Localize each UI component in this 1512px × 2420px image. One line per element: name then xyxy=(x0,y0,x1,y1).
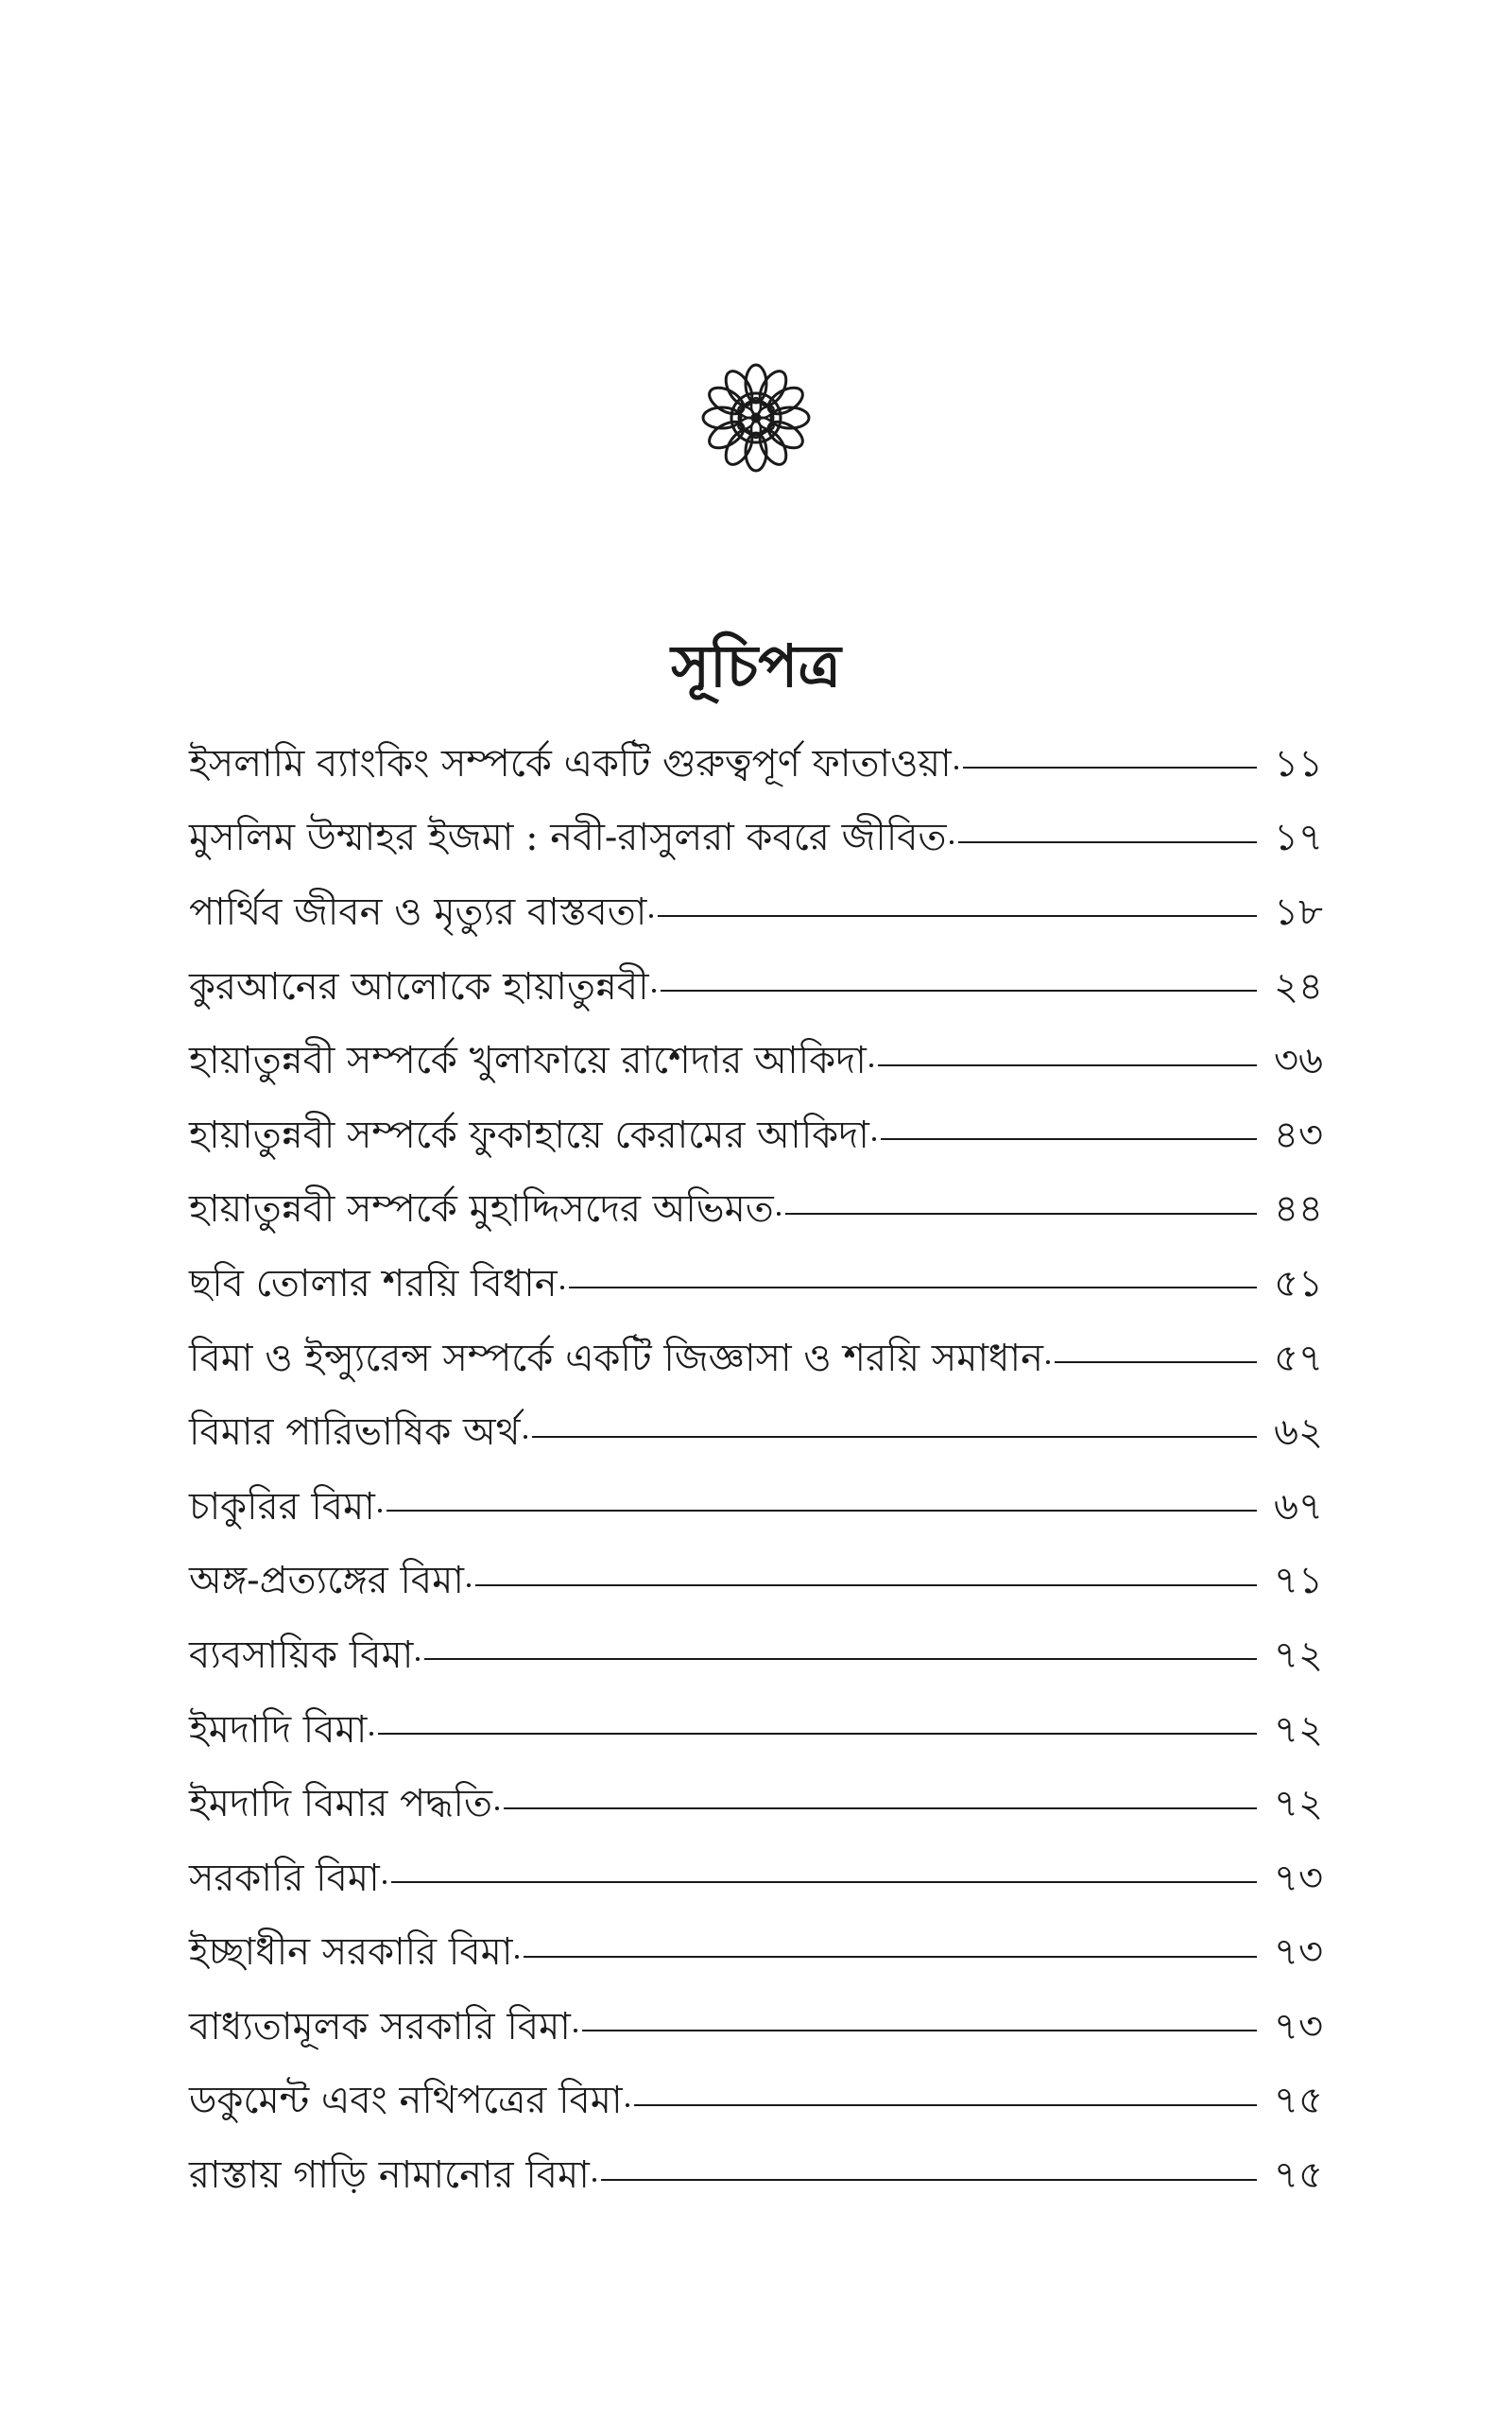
toc-entry-page: ৭৩ xyxy=(1273,1856,1323,1900)
leader-line xyxy=(958,841,1257,843)
toc-entry-title: হায়াতুন্নবী সম্পর্কে মুহাদ্দিসদের অভিমত xyxy=(189,1187,774,1232)
toc-entry[interactable] xyxy=(189,1396,1323,1471)
toc-entry[interactable] xyxy=(189,803,1323,877)
table-of-contents xyxy=(189,728,1323,2214)
leader-line xyxy=(634,2104,1257,2106)
toc-entry-title: অঙ্গ-প্রত্যঙ্গের বিমা xyxy=(189,1559,464,1603)
toc-entry-title: ইসলামি ব্যাংকিং সম্পর্কে একটি গুরুত্বপূর্ণ ফাতাওয়া xyxy=(189,741,952,786)
toc-entry-title: চাকুরির বিমা xyxy=(189,1484,375,1529)
toc-entry-page: ১১ xyxy=(1274,741,1323,786)
leader-line xyxy=(582,2030,1257,2031)
leader-line xyxy=(881,1138,1257,1140)
toc-entry-page: ৭৫ xyxy=(1274,2079,1323,2123)
toc-entry[interactable] xyxy=(189,1619,1323,1694)
leader-line xyxy=(601,2179,1257,2181)
toc-entry[interactable] xyxy=(189,876,1323,951)
toc-entry-page: ৬২ xyxy=(1273,1410,1323,1455)
toc-entry[interactable] xyxy=(189,2066,1323,2140)
toc-entry-title: বিমার পারিভাষিক অর্থ xyxy=(189,1410,521,1455)
toc-entry[interactable] xyxy=(189,1471,1323,1546)
toc-entry-title: কুরআনের আলোকে হায়াতুন্নবী xyxy=(189,964,649,1009)
toc-entry-title: হায়াতুন্নবী সম্পর্কে ফুকাহায়ে কেরামের আকিদা xyxy=(189,1113,869,1157)
toc-entry-page: ৭১ xyxy=(1274,1559,1323,1603)
toc-entry-page: ৭২ xyxy=(1273,1633,1323,1677)
toc-entry-page: ৩৬ xyxy=(1273,1039,1323,1083)
toc-entry-page: ৫১ xyxy=(1274,1261,1323,1305)
toc-entry-page: ৭৩ xyxy=(1273,1930,1323,1975)
toc-entry[interactable] xyxy=(189,1248,1323,1322)
toc-entry[interactable] xyxy=(189,1174,1323,1249)
toc-entry[interactable] xyxy=(189,1099,1323,1174)
flower-rosette-icon xyxy=(699,361,813,475)
leader-line xyxy=(524,1956,1257,1958)
toc-entry[interactable] xyxy=(189,1768,1323,1842)
toc-entry-title: বিমা ও ইন্স্যুরেন্স সম্পর্কে একটি জিজ্ঞাসা ও শরয়ি সমাধান xyxy=(189,1336,1043,1380)
leader-line xyxy=(1055,1361,1257,1363)
leader-line xyxy=(569,1287,1257,1288)
leader-line xyxy=(878,1064,1257,1066)
toc-entry[interactable] xyxy=(189,2139,1323,2214)
leader-line xyxy=(658,915,1257,917)
toc-entry-title: সরকারি বিমা xyxy=(189,1856,380,1900)
leader-line xyxy=(475,1584,1257,1586)
toc-entry-title: রাস্তায় গাড়ি নামানোর বিমা xyxy=(189,2153,590,2198)
toc-entry[interactable] xyxy=(189,951,1323,1026)
leader-line xyxy=(387,1510,1257,1512)
toc-entry-page: ৭২ xyxy=(1273,1782,1323,1826)
leader-line xyxy=(391,1881,1257,1883)
toc-entry-page: ৭৫ xyxy=(1274,2153,1323,2198)
leader-line xyxy=(532,1436,1257,1438)
toc-entry-title: ইমদাদি বিমার পদ্ধতি xyxy=(189,1782,492,1826)
leader-line xyxy=(661,990,1257,992)
toc-entry-title: মুসলিম উম্মাহর ইজমা : নবী-রাসুলরা কবরে জীবিত xyxy=(189,816,947,860)
leader-line xyxy=(504,1807,1257,1809)
toc-entry-page: ৭২ xyxy=(1273,1707,1323,1752)
toc-entry-title: ইচ্ছাধীন সরকারি বিমা xyxy=(189,1930,513,1975)
toc-entry-page: ২৪ xyxy=(1274,964,1323,1009)
toc-entry[interactable] xyxy=(189,1842,1323,1917)
toc-entry-title: হায়াতুন্নবী সম্পর্কে খুলাফায়ে রাশেদার আকিদা xyxy=(189,1039,867,1083)
toc-entry[interactable] xyxy=(189,728,1323,803)
toc-entry-page: ৪৩ xyxy=(1274,1113,1323,1157)
toc-entry-title: বাধ্যতামূলক সরকারি বিমা xyxy=(189,2004,571,2048)
leader-line xyxy=(785,1213,1257,1215)
toc-entry-page: ৭৩ xyxy=(1273,2004,1323,2048)
toc-entry[interactable] xyxy=(189,1694,1323,1769)
toc-entry-page: ৫৭ xyxy=(1274,1336,1323,1380)
leader-line xyxy=(424,1658,1257,1660)
toc-entry[interactable] xyxy=(189,1546,1323,1620)
toc-entry-page: ১৮ xyxy=(1274,890,1323,934)
toc-entry-page: ৬৭ xyxy=(1273,1484,1323,1529)
page-title: সূচিপত্র xyxy=(671,631,841,700)
toc-entry-title: ডকুমেন্ট এবং নথিপত্রের বিমা xyxy=(189,2079,623,2123)
toc-entry-title: ব্যবসায়িক বিমা xyxy=(189,1633,414,1677)
toc-entry[interactable] xyxy=(189,1991,1323,2066)
toc-entry[interactable] xyxy=(189,1322,1323,1397)
toc-entry-title: পার্থিব জীবন ও মৃত্যুর বাস্তবতা xyxy=(189,890,647,934)
toc-entry-title: ইমদাদি বিমা xyxy=(189,1707,368,1752)
leader-line xyxy=(963,767,1257,769)
leader-line xyxy=(378,1733,1257,1735)
toc-entry[interactable] xyxy=(189,1025,1323,1099)
toc-entry[interactable] xyxy=(189,1917,1323,1992)
toc-entry-page: ১৭ xyxy=(1274,816,1323,860)
toc-entry-title: ছবি তোলার শরয়ি বিধান xyxy=(189,1261,558,1305)
toc-entry-page: ৪৪ xyxy=(1274,1187,1323,1232)
